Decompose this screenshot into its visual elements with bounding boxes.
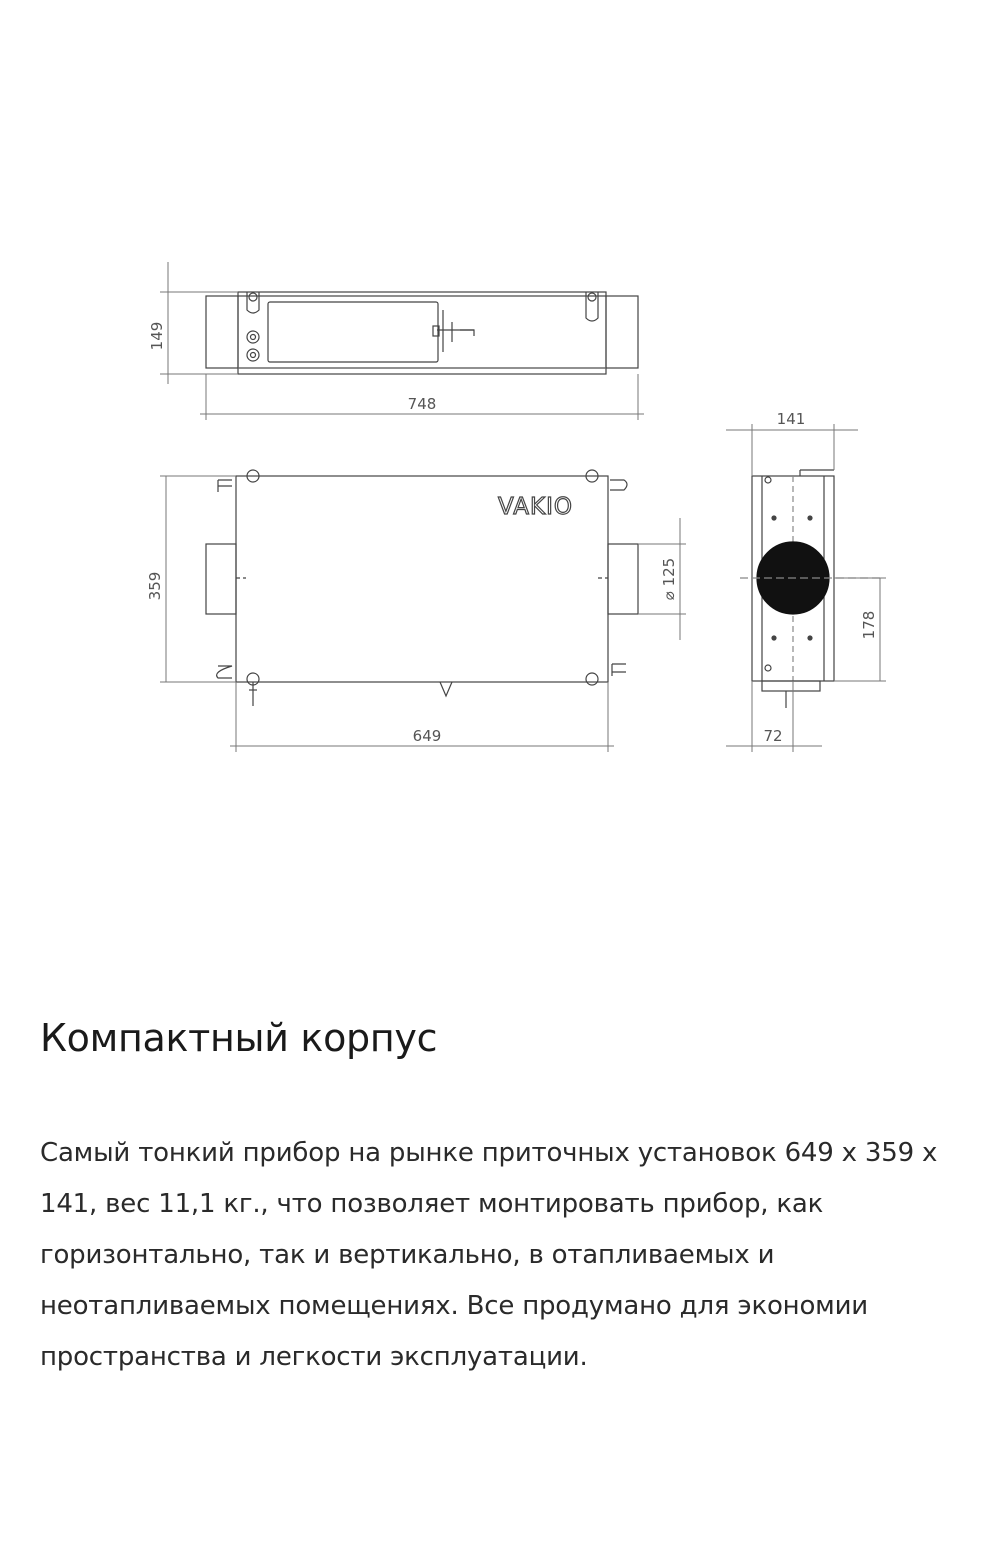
dim-duct-diameter: ⌀ 125 [660,557,678,601]
section-heading: Компактный корпус [40,1016,438,1060]
side-view [740,470,880,708]
dim-side-outlet-height: 178 [860,610,878,640]
dim-front-length: 748 [407,395,437,413]
dim-top-width: 359 [146,571,164,601]
dim-top-length: 649 [412,727,442,745]
top-dimension-lines [160,476,686,752]
vakio-logo: VAKIO [498,494,573,520]
top-view [206,470,638,706]
section-description: Самый тонкий прибор на рынке приточных установок 649 х 359 х 141, вес 11,1 кг., что позволяет монтировать прибор, как горизонтально, так и вертикально, в отапливаемых и неотапливаемых помещениях. Все продумано для экономии пространства и легкости эксплуатации. [40,1138,938,1372]
dim-side-depth: 141 [776,410,806,428]
dim-front-height: 149 [148,321,166,351]
front-dimension-lines [160,262,644,420]
front-view [206,292,638,374]
dim-side-outlet-offset: 72 [763,727,783,745]
